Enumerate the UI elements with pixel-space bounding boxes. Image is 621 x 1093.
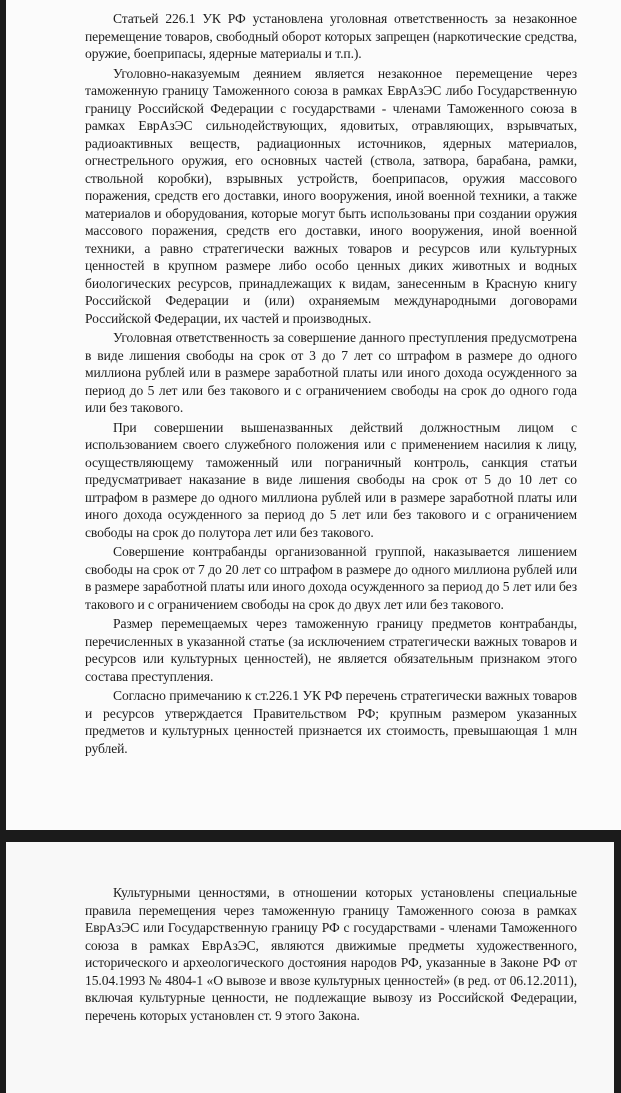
paragraph-organized-group: Совершение контрабанды организованной группой, наказывается лишением свободы на срок от 7 до 20 лет со штрафом в размере до одного миллиона рублей или в размере заработной платы или иного дохода осужденного за период до 5 лет или без такового и с ограничением свободы на срок до двух лет или без такового. — [85, 544, 577, 612]
paragraph-criminal-act: Уголовно-наказуемым деянием является незаконное перемещение через таможенную границу Таможенного союза в рамках ЕврАзЭС либо Государственную границу Российской Федерации с государствами - членами Таможенного союза в рамках ЕврАзЭС сильнодействующих, ядовитых, отравляющих, взрывчатых, радиоактивных веществ, радиационных источников, ядерных материалов, огнестрельного оружия, его основных частей (ствола, затвора, барабана, рамки, ствольной коробки), взрывных устройств, боеприпасов, оружия массового поражения, средств его доставки, иного вооружения, иной военной техники, а также материалов и оборудования, которые могут быть использованы при создании оружия массового поражения, средств его доставки, иного вооружения, иной военной техники, а равно стратегически важных товаров и ресурсов или культурных ценностей в крупном размере либо особо ценных диких животных и водных биологических ресурсов, принадлежащих к видам, занесенным в Красную книгу Российской Федерации и (или) охраняемым международными договорами Российской Федерации, их частей и производных. — [85, 65, 577, 326]
paragraph-liability: Уголовная ответственность за совершение данного преступления предусмотрена в виде лишения свободы на срок от 3 до 7 лет со штрафом в размере до одного миллиона рублей или в размере заработной платы или иного дохода осужденного за период до 5 лет или без такового и с ограничением свободы на срок до одного года или без такового. — [85, 330, 577, 415]
paragraph-article-226-1: Статьей 226.1 УК РФ установлена уголовная ответственность за незаконное перемещение товаров, свободный оборот которых запрещен (наркотические средства, оружие, боеприпасы, ядерные материалы и т.п.). — [85, 11, 577, 61]
page-2-text — [85, 884, 577, 1024]
paragraph-note: Согласно примечанию к ст.226.1 УК РФ перечень стратегически важных товаров и ресурсов утверждается Правительством РФ; крупным размером указанных предметов и культурных ценностей признается их стоимость, превышающая 1 млн рублей. — [85, 688, 577, 756]
page-1-text — [85, 10, 577, 757]
document-page-1 — [6, 0, 621, 830]
document-page-2 — [6, 842, 614, 1093]
paragraph-cultural-values: Культурными ценностями, в отношении которых установлены специальные правила перемещения через таможенную границу Таможенного союза в рамках ЕврАзЭС или Государственную границу РФ с государствами - членами Таможенного союза в рамках ЕврАзЭС, являются движимые предметы художественного, исторического и археологического достояния народов РФ, указанные в Законе РФ от 15.04.1993 № 4804-1 «О вывозе и ввозе культурных ценностей» (в ред. от 06.12.2011), включая культурные ценности, не подлежащие вывозу из Российской Федерации, перечень которых установлен ст. 9 этого Закона. — [85, 885, 577, 1023]
paragraph-size: Размер перемещаемых через таможенную границу предметов контрабанды, перечисленных в указанной статье (за исключением стратегически важных товаров и ресурсов или культурных ценностей), не является обязательным признаком этого состава преступления. — [85, 616, 577, 684]
paragraph-official-abuse: При совершении вышеназванных действий должностным лицом с использованием своего служебного положения или с применением насилия к лицу, осуществляющему таможенный или пограничный контроль, санкция статьи предусматривает наказание в виде лишения свободы на срок от 5 до 10 лет со штрафом в размере до одного миллиона рублей или в размере заработной платы или иного дохода осужденного за период до 5 лет или без такового и с ограничением свободы на срок до полутора лет или без такового. — [85, 419, 577, 540]
